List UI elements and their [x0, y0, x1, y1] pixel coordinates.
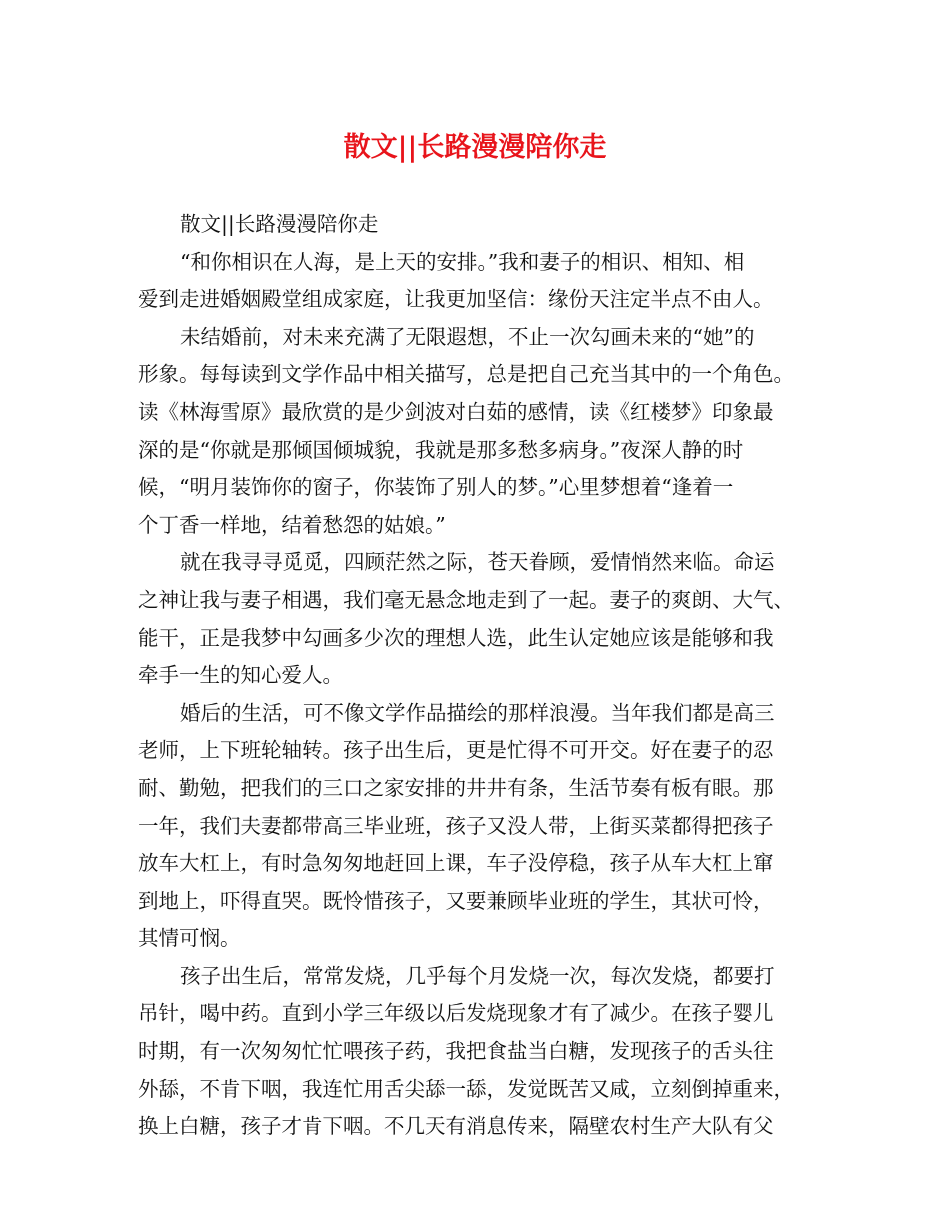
body-line: 候，“明月装饰你的窗子，你装饰了别人的梦。”心里梦想着“逢着一 — [138, 475, 734, 500]
body-line: 外舔，不肯下咽，我连忙用舌尖舔一舔，发觉既苦又咸，立刻倒掉重来， — [138, 1076, 794, 1101]
body-line: 孩子出生后，常常发烧，几乎每个月发烧一次，每次发烧，都要打 — [180, 963, 775, 988]
body-line: 换上白糖，孩子才肯下咽。不几天有消息传来，隔壁农村生产大队有父 — [138, 1114, 774, 1139]
body-line: 一年，我们夫妻都带高三毕业班，孩子又没人带，上街买菜都得把孩子 — [138, 813, 774, 838]
body-line: 未结婚前，对未来充满了无限遐想，不止一次勾画未来的“她”的 — [180, 324, 755, 349]
body-line: “和你相识在人海，是上天的安排。”我和妻子的相识、相知、相 — [180, 249, 745, 274]
body-line: 吊针，喝中药。直到小学三年级以后发烧现象才有了减少。在孩子婴儿 — [138, 1001, 774, 1026]
body-line: 深的是“你就是那倾国倾城貌，我就是那多愁多病身。”夜深人静的时 — [138, 437, 744, 462]
document-body — [138, 206, 818, 1146]
body-line: 婚后的生活，可不像文学作品描绘的那样浪漫。当年我们都是高三 — [180, 700, 775, 725]
body-line: 爱到走进婚姻殿堂组成家庭，让我更加坚信：缘份天注定半点不由人。 — [138, 287, 774, 312]
body-line: 老师，上下班轮轴转。孩子出生后，更是忙得不可开交。好在妻子的忍 — [138, 738, 774, 763]
body-line: 之神让我与妻子相遇，我们毫无悬念地走到了一起。妻子的爽朗、大气、 — [138, 587, 794, 612]
body-line: 形象。每每读到文学作品中相关描写，总是把自己充当其中的一个角色。 — [138, 362, 794, 387]
document-title: 散文||长路漫漫陪你走 — [343, 132, 607, 163]
body-line: 牵手一生的知心爱人。 — [138, 663, 343, 688]
body-line: 散文||长路漫漫陪你走 — [180, 212, 379, 236]
body-line: 其情可悯。 — [138, 926, 241, 951]
body-line: 就在我寻寻觅觅，四顾茫然之际，苍天眷顾，爱情悄然来临。命运 — [180, 550, 775, 575]
body-line: 读《林海雪原》最欣赏的是少剑波对白茹的感情，读《红楼梦》印象最 — [138, 399, 774, 424]
body-line: 时期，有一次匆匆忙忙喂孩子药，我把食盐当白糖，发现孩子的舌头往 — [138, 1039, 774, 1064]
body-line: 耐、勤勉，把我们的三口之家安排的井井有条，生活节奏有板有眼。那 — [138, 775, 774, 800]
body-line: 个丁香一样地，结着愁怨的姑娘。” — [138, 512, 446, 537]
body-line: 到地上，吓得直哭。既怜惜孩子，又要兼顾毕业班的学生，其状可怜， — [138, 888, 774, 913]
body-line: 能干，正是我梦中勾画多少次的理想人选，此生认定她应该是能够和我 — [138, 625, 774, 650]
body-line: 放车大杠上，有时急匆匆地赶回上课，车子没停稳，孩子从车大杠上窜 — [138, 851, 774, 876]
